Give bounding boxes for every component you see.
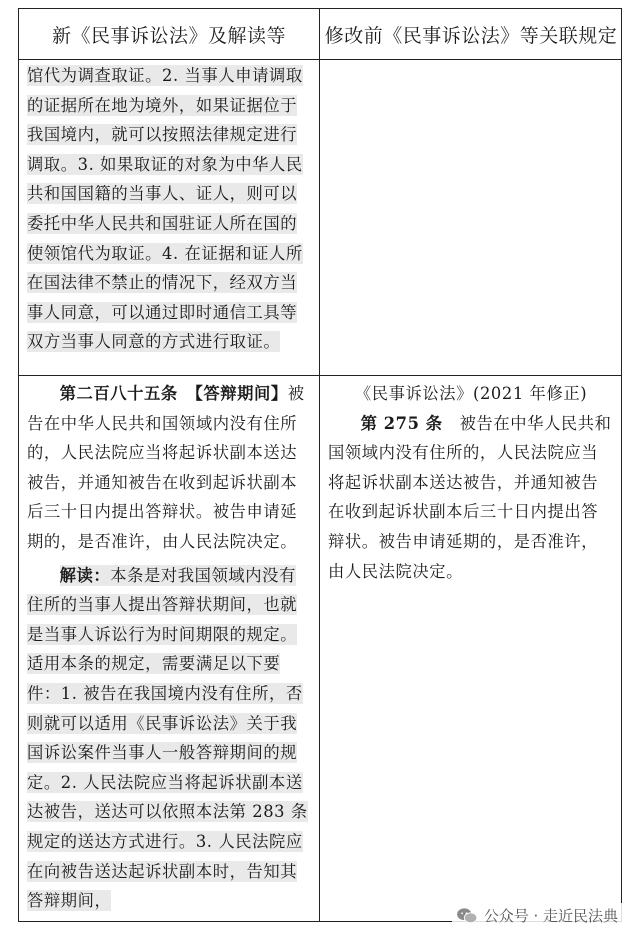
watermark-text: 公众号 · 走近民法典	[483, 907, 618, 925]
header-divider	[19, 59, 621, 60]
article-block	[27, 379, 311, 557]
article-title: 第二百八十五条 【答辩期间】	[59, 384, 288, 403]
law-title: 《民事诉讼法》(2021 年修正)	[354, 384, 588, 403]
article-body: 被告在中华人民共和国领域内没有住所的，人民法院应当将起诉状副本送达被告，并通知被告在收到起诉状副本后三十日内提出答辩状。被告申请延期的，是否准许，由人民法院决定。	[27, 384, 305, 551]
interpretation-body: 本条是对我国领域内没有住所的当事人提出答辩状期间，也就是当事人诉讼行为时间期限的规定。适用本条的规定，需要满足以下要件：1. 被告在我国境内没有住所，否则就可以适用《民事诉讼法》关于我国诉讼案件当事人一般答辩期间的规定。2. 人民法院应当将起诉状副本送达被告，送达可以依照本法第 283 条规定的送达方式进行。3. 人民法院应在向被告送达起诉状副本时，告知其答辩期间，	[27, 565, 308, 911]
wechat-icon	[456, 907, 478, 925]
article-number: 第 275 条	[360, 413, 443, 433]
related-article-body: 被告在中华人民共和国领域内没有住所的，人民法院应当将起诉状副本送达被告，并通知被告在收到起诉状副本后三十日内提出答辩状。被告申请延期的，是否准许，由人民法院决定。	[328, 413, 612, 581]
watermark	[452, 903, 622, 928]
comparison-table	[18, 8, 622, 922]
related-article	[328, 409, 614, 587]
row2-right-cell	[328, 379, 614, 586]
header-right: 修改前《民事诉讼法》等关联规定	[324, 24, 618, 47]
column-divider	[319, 9, 320, 921]
interpretation-label: 解读：	[59, 565, 111, 585]
row-divider	[19, 375, 621, 376]
interpretation-continued: 馆代为调查取证。2. 当事人申请调取的证据所在地为境外，如果证据位于我国境内，就可以按照法律规定进行调取。3. 如果取证的对象为中华人民共和国国籍的当事人、证人，则可以委托中华人民共和国驻证人所在国的使领馆代为取证。4. 在证据和证人所在国法律不禁止的情况下，经双方当事人同意，可以通过即时通信工具等双方当事人同意的方式进行取证。	[27, 66, 303, 352]
interpretation-block	[27, 561, 311, 916]
row1-left-cell	[27, 61, 311, 357]
header-left: 新《民事诉讼法》及解读等	[51, 24, 286, 47]
row2-left-cell	[27, 379, 311, 916]
